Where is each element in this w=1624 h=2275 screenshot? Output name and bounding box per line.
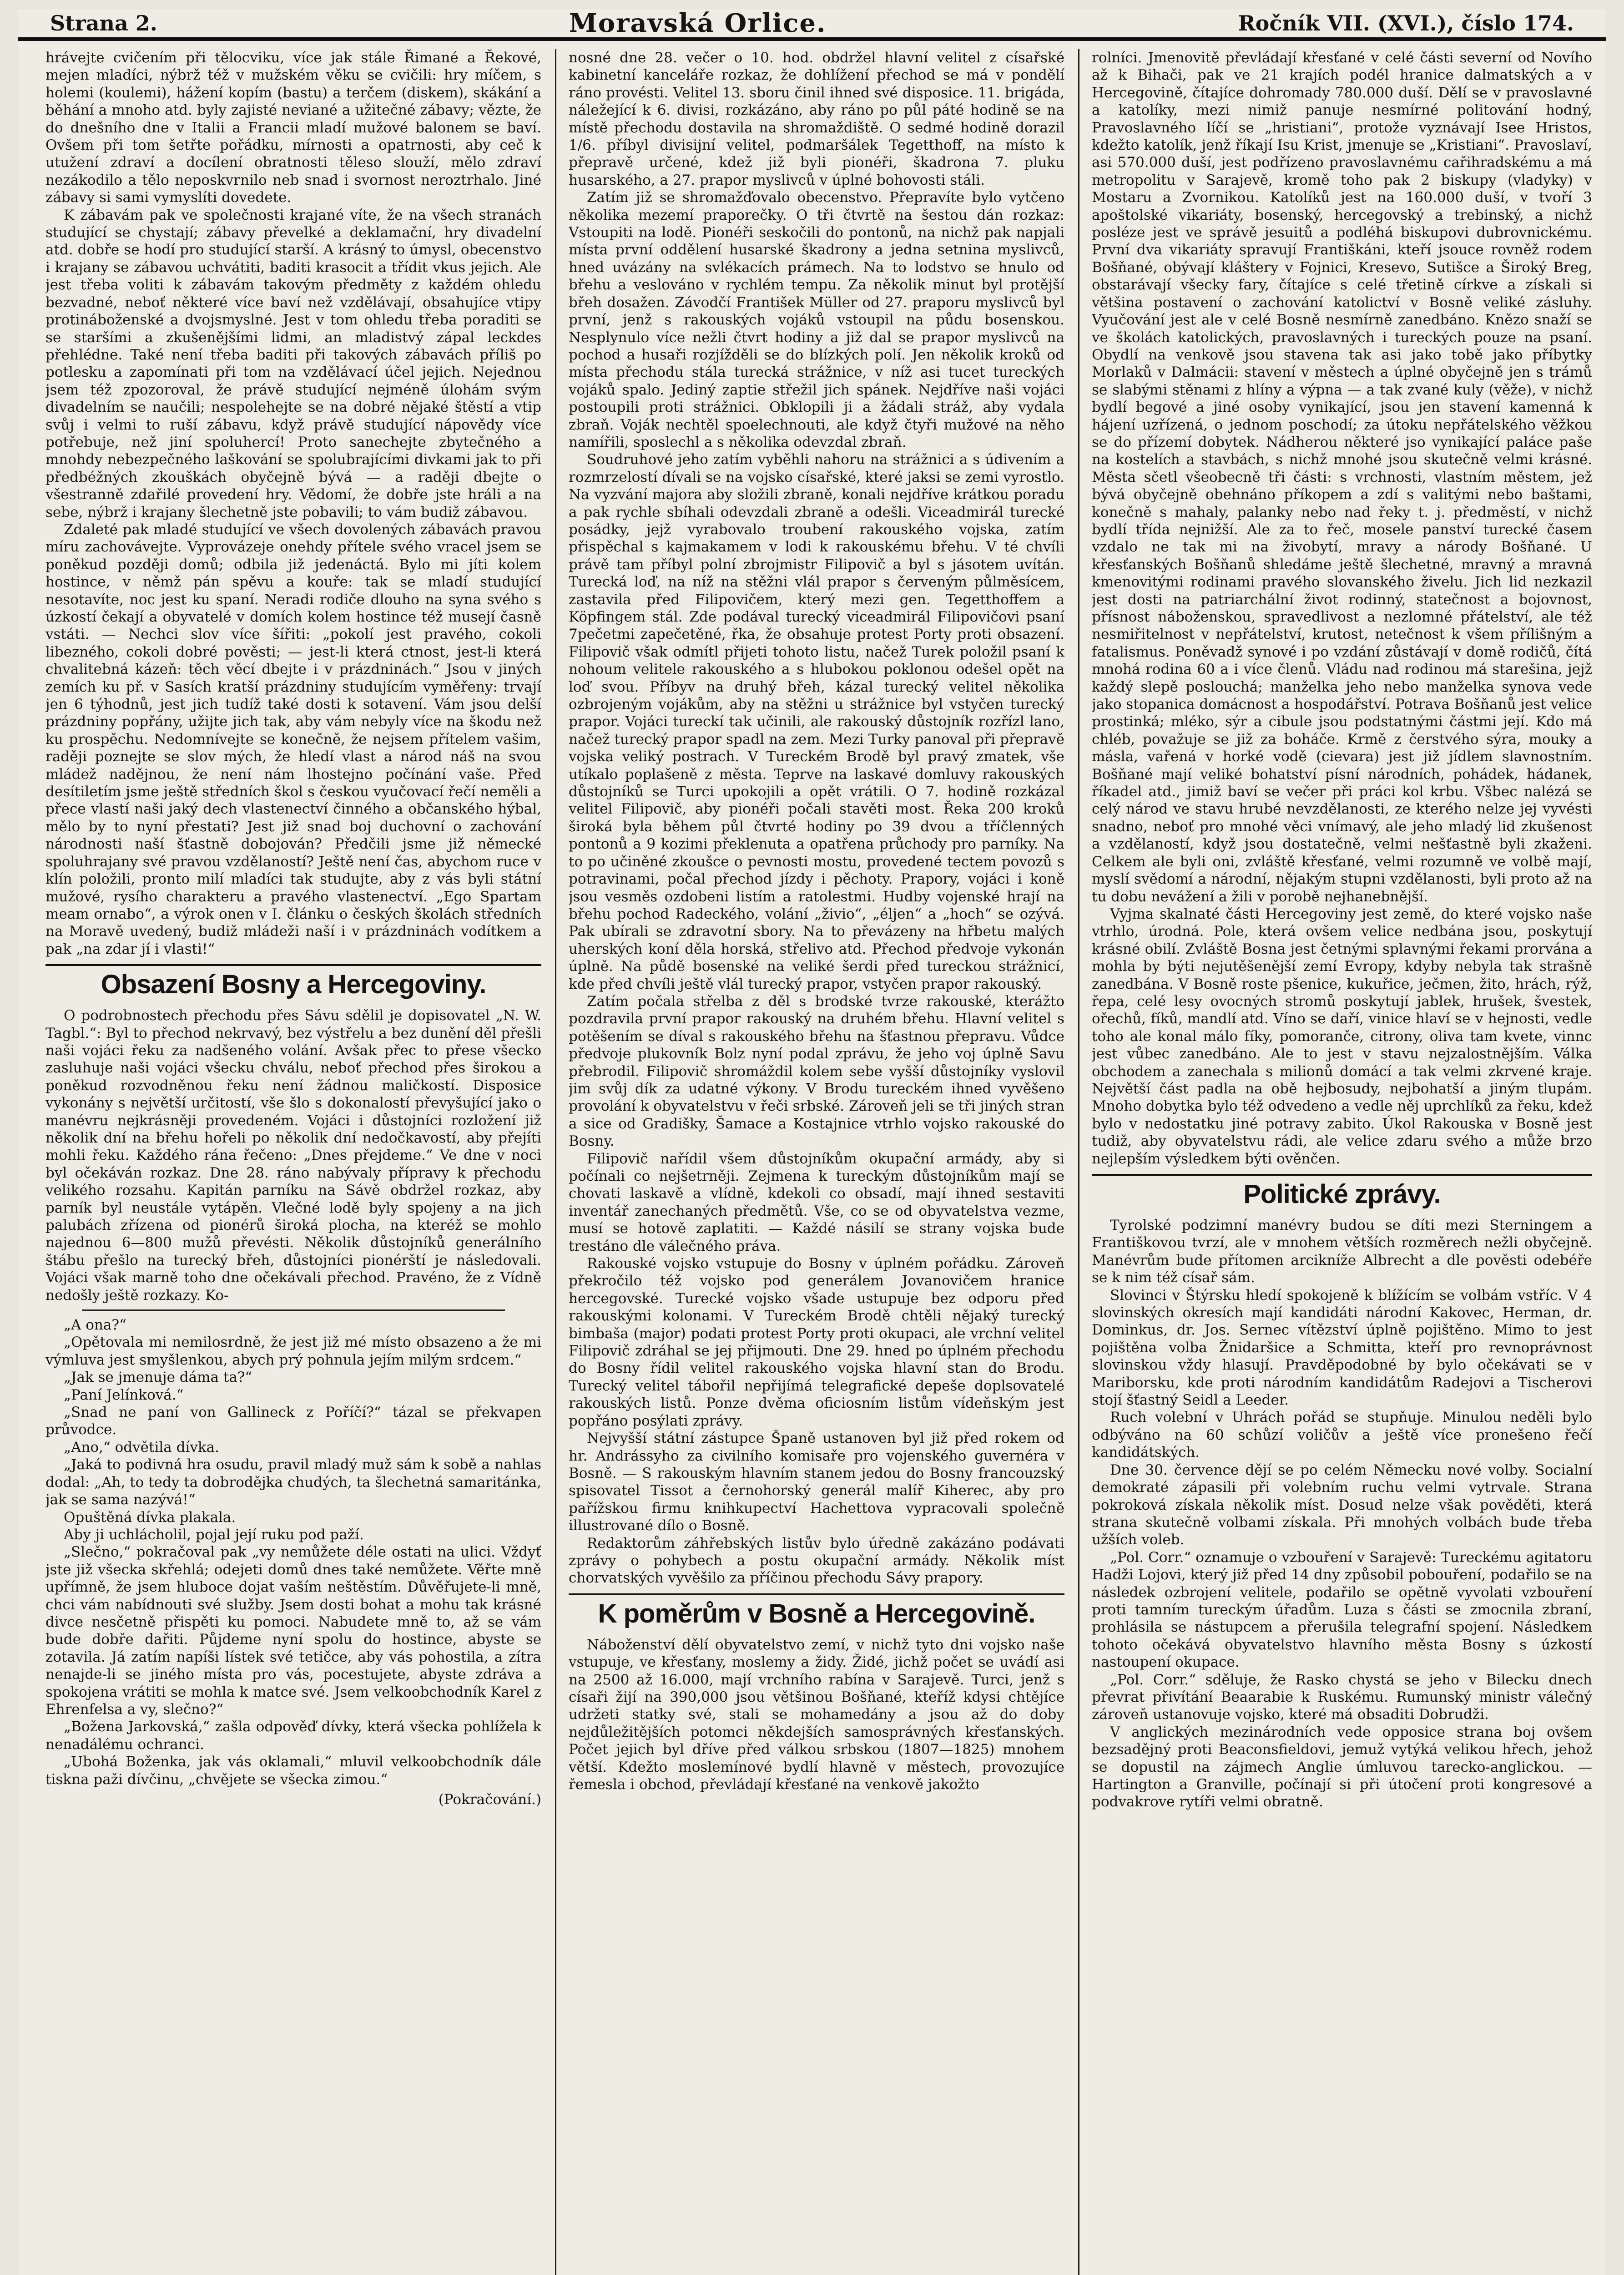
feuilleton-paragraph: „Snad ne paní von Gallineck z Poříčí?“ tázal se překvapen průvodce. bbox=[45, 1404, 541, 1438]
column-3 bbox=[1092, 49, 1592, 2275]
article-paragraph: K zábavám pak ve společnosti krajané víte, že na všech stranách studující se chystají; zábavy převelké a deklamační, hry divadelní atd. dobře se hodí pro studující starší. A krásný to úmysl, obecenstvo i krajany se zábavou uchvátiti, baditi krasocit a třídit vkus jejich. Ale jest třeba voliti k zábavám takovým předměty z každém ohledu bezvadné, neboť některé více baví než vzdělávají, obsahujíce vtipy protináboženské a dvojsmyslné. Jest v tom ohledu třeba poraditi se se staršími a zkušenějšími lidmi, an mladistvý zápal leckdes přehlédne. Také není třeba baditi při takových zábavách příliš po potlesku a zapomínati při tom na vzdělávací účel jejich. Nejednou jsem též zpozoroval, že právě studující nejméně úlohám svým divadelním se naučili; nespolehejte se na dobré nějaké štěstí a vtip svůj i velmi to ruší zábavu, když právě studující nápovědy více potřebuje, než jiní spoluhercí! Proto sanechejte zbytečného a mnohdy nebezpečného laškování se spolubrajícími divkami jak to při předbéžných zkouškách obyčejně bývá — a raději dbejte o všestranně zdařilé provedení hry. Vědomí, že dobře jste hráli a na sebe, nýbrž i krajany šlechetně jste pobavili; to vám budiž zábavou. bbox=[45, 207, 541, 521]
article-paragraph: Náboženství dělí obyvatelstvo zemí, v nichž tyto dni vojsko naše vstupuje, ve křesťany, moslemy a židy. Židé, jichž počet se uvádí asi na 2500 až 16.000, mají vrchního rabína v Sarajevě. Turci, jenž s císaři žijí na 390,000 jsou většinou Bošňané, kteříž kdysi chtějíce udržeti statky své, stali se mohamedány a jsou až do doby nejdůležitějších potomci někdejších samosprávných křesťanských. Počet jejich byl dříve před válkou srbskou (1807—1825) mnohem větší. Kdežto moslemínové bydlí hlavně v městech, provozujíce řemesla i obchod, převládají křesťané na venkově jakožto bbox=[569, 1636, 1064, 1793]
feuilleton-paragraph: Opuštěná dívka plakala. bbox=[64, 1509, 236, 1526]
newspaper-title: Moravská Orlice. bbox=[569, 8, 827, 38]
feuilleton-paragraph: „Božena Jarkovská,“ zašla odpověď dívky, která všecka pohlížela k nenadálému ochranci. bbox=[45, 1719, 541, 1753]
headline-pomery-bosna: K poměrům v Bosně a Hercegovině. bbox=[569, 1593, 1064, 1632]
article-paragraph: Redaktorům záhřebských listův bylo úředně zakázáno podávati zprávy o pohybech a postu okupační armády. Několik míst chorvatských vyvěšilo za příčinou přechodu Sávy prapory. bbox=[569, 1535, 1064, 1587]
article-paragraph: hrávejte cvičením při tělocviku, více jak stále Řimané a Řekové, mejen mladíci, nýbrž též v mužském věku se cvičili: hry míčem, s holemi (koulemi), hážení kopím (bastu) a terčem (diskem), skákání a běhání a mnoho atd. byly zajisté neviané a užitečné zábavy; vězte, že do dnešního dne v Italii a Francii mladí mužové balonem se baví. Ovšem při tom šetřte pořádku, mírnosti a opatrnosti, aby ceč k utužení zdraví a docílení obratnosti těleso slouží, mělo zdraví nezákodilo a tělo neposkvrnilo neb snad i svornost neroztrhalo. Jiné zábavy si sami vymyslíti dovedete. bbox=[45, 50, 541, 206]
news-item: Slovinci v Štýrsku hledí spokojeně k blížícím se volbám vstříc. V 4 slovinských okresích mají kandidáti národní Kakovec, Herman, dr. Dominkus, dr. Jos. Sernec vítězství úplně pojištěno. Mimo to jest pojištěna volba Žnidaršice a Schmitta, kteří pro revnoprávnost slovinskou vždy hlasují. Pravděpodobné by bylo očekávati se v Mariborsku, kde proti národním kandidátům Radejovi a Tischerovi stojí šťastný Seidl a Leeder. bbox=[1092, 1287, 1592, 1409]
continuation-note: (Pokračování.) bbox=[438, 1791, 541, 1808]
article-paragraph: Nejvyšší státní zástupce Španě ustanoven byl již před rokem od hr. Andrássyho za civilního komisaře pro vojenského guvernéra v Bosně. — S rakouským hlavním stanem jedou do Bosny francouzský spisovatel Tissot a černohorský generál malíř Kiherec, aby pro pařížskou firmu knihkupectví Hachettova vypracovali společně illustrované dílo o Bosně. bbox=[569, 1430, 1064, 1534]
article-paragraph: Zdaleté pak mladé studující ve všech dovolených zábavách pravou míru zachovávejte. Vyprovázeje onehdy přítele svého vracel jsem se poněkud později domů; odbila již jedenáctá. Bylo mi jíti kolem hostince, v němž pán spěvu a kouře: tak se mladí studující nesotavíte, noc jest ku spaní. Neradi rodiče dlouho na syna svého s úzkostí čekají a obyvatelé v domích kolem hostince též musejí časně vstáti. — Nechci slov více šířiti: „pokolí jest pravého, cokoli libezného, cokoli dobré pověsti; — jest-li která ctnost, jest-li která chvalitebná kázeň: těch věcí dbejte i v prázdninách.“ Jsou v jiných zemích ku př. v Sasích kratší prázdniny studujícím vyměřeny: trvají jen 6 týhodnů, jest jich tudíž také dosti k sotavení. Vám jsou delší prázdniny popřány, užijte jich tak, aby vám nebyly více na škodu než ku prospěchu. Nedomnívejte se konečně, že nejsem přítelem vašim, raději poznejte se slov mých, že hledí vlast a národ náš na svou mládež nadějnou, že není nám lhostejno počínání vaše. Před desítiletím jsme ještě středních škol s českou vyučovací řečí neměli a přece vlastí naši jaký dech vlastenectví činného a občanského hýbal, mělo by to nyní přestati? Jest již snad boj duchovní o zachování národnosti naší šťastně dobojován? Předčili jsme již německé spoluhrajany své pravou vzdělaností? Ještě není čas, abychom ruce v klín položili, pronto milí mladíci tak studujte, aby z vás byli státní mužové, rysího charakteru a pravého vlastenectví. „Ego Spartam meam ornabo“, a výrok onen v I. článku o českých školách středních na Moravě uvedený, budiž mládeži naší i v prázdninách vodítkem a pak „na zdar jí i vlasti!“ bbox=[45, 521, 541, 957]
news-item: Dne 30. července dějí se po celém Německu nové volby. Socialní demokraté zápasili při volebním ruchu velmi vytrvale. Strana pokroková získala několik míst. Dosud nelze však pověděti, která strana skutečně volbami získala. Při mnohých volbách bude třeba užších voleb. bbox=[1092, 1461, 1592, 1548]
article-paragraph: Zatím již se shromažďovalo obecenstvo. Přepravíte bylo vytčeno několika mezemí praporečky. O tři čtvrtě na šestou dán rozkaz: Vstoupiti na lodě. Pionéři seskočili do pontonů, na nichž pak napjali místa první oddělení husarské škadrony a jedna setnina myslivců, hned uvázány na svlékacích prámech. Na to lodstvo se hnulo od břehu a veslováno v rychlém tempu. Za několik minut byl protější břeh dosažen. Závodčí František Müller od 27. praporu myslivců byl první, jenž s rakouských vojáků vstoupil na půdu bosenskou. Nesplynulo více nežli čtvrt hodiny a již dal se prapor myslivců na pochod a husaři rozjížděli se do blízkých polí. Jen několik kroků od místa přechodu stála turecká strážnice, v níž asi tucet tureckých vojáků spalo. Jediný zaptie střežil jich spánek. Nejdříve naši vojáci postoupili proti strážnici. Obklopili ji a žádali stráž, aby vydala zbraň. Voják nechtěl spoelechnouti, ale když čtyři mužové na něho namířili, sposlechl a s několika odevzdal zbraň. bbox=[569, 189, 1064, 450]
page-number: Strana 2. bbox=[50, 11, 157, 35]
article-paragraph: nosné dne 28. večer o 10. hod. obdržel hlavní velitel z císařské kabinetní kanceláře rozkaz, že dohlížení přechod se má v pondělí ráno provésti. Velitel 13. sboru činil ihned své disposice. 11. brigáda, náležející k 6. divisi, rozkázáno, aby ráno po půl páté hodině se na místě přechodu dostavila na shromaždiště. O sedmé hodině dorazil 1/6. příbyl divisijní velitel, podmaršálek Tegetthoff, na místo k přepravě určené, kdež již byli pionéři, škadrona 7. pluku husarského, a 27. prapor myslivců v úplné bohovosti stáli. bbox=[569, 50, 1064, 188]
issue-info: Ročník VII. (XVI.), číslo 174. bbox=[1238, 11, 1574, 35]
feuilleton-paragraph: „Jaká to podivná hra osudu, pravil mladý muž sám k sobě a nahlas dodal: „Ah, to tedy ta dobrodějka chudých, ta šlechetná samaritánka, jak se sama nazývá!“ bbox=[45, 1456, 541, 1508]
newspaper-page bbox=[18, 9, 1606, 2275]
article-paragraph: rolníci. Jmenovitě převládají křesťané v celé části severní od Novího až k Bihači, pak ve 21 krajích podél hranice dalmatských a v Hercegovině, čítajíce dohromady 780.000 duší. Dělí se v pravoslavné a katolíky, mezi nimiž panuje nesmírné politování hodný, Pravoslavného líčí se „hristiani“, protože vyznávají Isee Hristos, kdežto katolík, jenž říkají Isu Krist, jmenuje se „Kristiani“. Pravoslaví, asi 570.000 duší, jest podřízeno pravoslavnému cařihradskému a má metropolitu v Sarajevě, kromě toho pak 2 biskupy (vladyky) v Mostaru a Zvornikou. Katolíků jest na 160.000 duší, v tvoří 3 apoštolské vikariáty, bosenský, hercegovský a trebinský, a nichž posléze jest ve správě jesuitů a podléhá biskupovi dubrovnickému. První dva vikariáty spravují Františkáni, kteří jsouce rovněž rodem Bošňané, obývají kláštery v Fojnici, Kresevo, Sutišce a Široký Breg, obstarávají všecky fary, čítajíce s celé třetině církve a získali si většina postavení o zachování katolictví v Bosně veliké zásluhy. Vyučování jest ale v celé Bosně nesmírně zanedbáno. Knězo snaží se ve školách katolických, pravoslavných i tureckých pouze na psaní. Obydlí na venkově jsou stavena tak asi jako tobě jako příbytky Morlaků v Dalmácii: stavení v městech a úplné obyčejně jen s trámů se slabými stěnami z hlíny a výpna — a tak zvané kuly (věže), v nichž bydlí begové a jiné osoby vynikající, jsou jen stavení kamenná k hájení uzřízená, o jednom poschodí; za útoku nepřátelského věžkou se do přízemí dobytek. Nádherou některé jso vynikající paláce paše na kostelích a stavbách, s nichž mnohé jsou skutečně velmi krásné. Města sčetl všeobecně tři části: s vrchnosti, vlastním městem, jež bývá obyčejně obehnáno příkopem a zdí s valitými nebo baštami, konečně s mahaly, palanky nebo nad řeky t. j. předměstí, v nichž bydlí třída nejnižší. Ale za to řeč, mosele panství turecké časem vzdalo ne tak mi na živobytí, mravy a národy Bošňané. U křesťanských Bošňanů shledáme ještě šlechetné, mravný a mravná kmenovitými rodinami pravého slovanského živelu. Jich lid nezkazil jest dosti na patriarchální život rodinný, statečnost a bojovnost, přísnost náboženskou, spravedlivost a nezlomné přátelství, ale též nesmiřitelnost v nepřátelství, krutost, netečnost k všem přílišným a fatalismus. Poněvadž synové i po vzdání zůstávají v domě rodičů, čítá mnohá rodina 60 a i více členů. Vládu nad rodinou má starešina, jejž každý slepě poslouchá; manželka jeho nebo manželka synova vede jako stopanica domácnost a hospodářství. Potrava Bošňanů jest velice prostinká; mléko, sýr a cibule jsou podstatnými částmi její. Kdo má chléb, považuje se již za boháče. Krmě z čerstvého sýra, mouky a másla, vařená v horké vodě (cievara) jest již jídlem slavnostním. Bošňané mají veliké bohatství písní národních, pohádek, hádanek, říkadel atd., jimiž baví se večer při práci kol krbu. Všbec nalézá se celý národ ve stavu hrubé nevzdělanosti, ze kterého nelze jej vyvésti snadno, neboť pro mnohé věci vnímavý, ale jeho mladý lid zkušenost a vzdělaností, když jsou dostatečně, velmi nešťastně byli zkaženi. Celkem ale byli oni, zvláště křesťané, velmi rozumně ve volbě mají, myslí svědomí a národní, nějakým stupni vzdělanosti, byli proto až na tu dobu nevážení a žili v porobě nejhanebnější. bbox=[1092, 50, 1592, 905]
article-paragraph: Soudruhové jeho zatím vyběhli nahoru na strážnici a s údivením a rozmrzelostí dívali se na vojsko císařské, které jaksi se zemi vyrostlo. Na vyzvání majora aby složili zbraně, konali nejdříve krátkou poradu a pak rychle sbíhali odevzdali zbraně a odešli. Viceadmirál turecké posádky, jejž vyrabovalo troubení rakouského vojska, zatím přispěchal s kajmakamem v lodi k rakouskému břehu. V té chvíli právě tam příbyl polní zbrojmistr Filipovič a byl s jásotem uvítán. Turecká loď, na níž na stěžni vlál prapor s červeným půlměsícem, zastavila před Filipovičem, který mezi gen. Tegetthoffem a Köpfingem stál. Zde podával turecký viceadmirál Filipovičovi psaní 7pečetmi zapečetěné, řka, že obsahuje protest Porty proti obsazení. Filipovič však odmítl přijeti tohoto listu, načež Turek položil psaní k nohoum velitele rakouského a s hlubokou poklonou odešel opět na loď svou. Příbyv na druhý břeh, kázal turecký velitel několika ozbrojeným vojákům, aby na stěžni u strážnice byl vstyčen turecký prapor. Vojáci tureckí tak učinili, ale rakouský důstojník rozřízl lano, načež turecký prapor spadl na zem. Mezi Turky panoval při přepravě vojska veliký postrach. V Tureckém Brodě byl pravý zmatek, vše utíkalo poplašeně z města. Teprve na laskavé domluvy rakouských důstojníků se Turci upokojili a opět vrátili. O 7. hodině rozkázal velitel Filipovič, aby pionéři počali stavěti most. Řeka 200 kroků široká byla během půl čtvrté hodiny po 39 dvou a tříčlenných pontonů a 9 kozimi překlenuta a opatřena průchody pro parníky. Na to po učiněné zkoušce o pevnosti mostu, provedené tectem povozů s potravinami, počal přechod jízdy i pěchoty. Prapory, vojáci i koně jsou vesměs ozdobeni listím a ratolestmi. Hudby vojenské hrají na břehu pochod Radeckého, volání „živio“, „éljen“ a „hoch“ se ozývá. Pak ubírali se zdravotní sbory. Na to převázeny na hřbetu malých uherských koní děla horská, střelivo atd. Přechod předvoje vykonán úplně. Na půdě bosenské na veliké šerdi před tureckou strážnicí, kde před chvíli ještě vlál turecký prapor, vstyčen prapor rakouský. bbox=[569, 451, 1064, 992]
news-item: V anglických mezinárodních vede opposice strana boj ovšem bezsadějný proti Beaconsfieldovi, jemuž vytýká velikou hřech, jehož se dopustil na zájmech Anglie úmluvou tarecko-anglickou. — Hartington a Granville, počínají si při útočení proti kongresové a podvakrove rytíři velmi obratně. bbox=[1092, 1724, 1592, 1810]
feuilleton-paragraph: „A ona?“ bbox=[64, 1317, 126, 1334]
feuilleton-paragraph: „Ubohá Boženka, jak vás oklamali,“ mluvil velkoobchodník dále tiskna paži dívčinu, „chvějete se všecka zimou.“ bbox=[45, 1754, 541, 1788]
column-rule bbox=[1078, 49, 1079, 2275]
feuilleton-paragraph: „Slečno,“ pokračoval pak „vy nemůžete déle ostati na ulici. Vždyť jste již všecka skřehlá; odejeti domů dnes také nemůžete. Věřte mně upřímně, že jsem hluboce dojat vaším neštěstím. Důvěřujete-li mně, chci vám nabídnouti své služby. Jsem dosti bohat a mohu tak krásné divce nesčetně přispěti ku pomoci. Nabudete mně to, až se vám bude dobře dařiti. Půjdeme nyní spolu do hostince, abyste se zotavila. Já zatím napíši lístek své tetičce, aby vás pohostila, a zítra nenajde-li se jiného místa pro vás, pocestujete, abyste zdráva a spokojena vrátiti se mohla k matce své. Jsem velkoobchodník Karel z Ehrenfelsa a vy, slečno?“ bbox=[45, 1544, 541, 1718]
feuilleton-paragraph: „Ano,“ odvětila dívka. bbox=[64, 1439, 220, 1456]
article-paragraph: Filipovič nařídil všem důstojníkům okupační armády, aby si počínali co nejšetrněji. Zejmena k tureckým důstojníkům mají se chovati laskavě a vlídně, kdekoli co obsadí, mají ihned sestaviti inventář zanechaných předmětů. Vše, co se od obyvatelstva vezme, musí se hotově zaplatiti. — Každé násilí se strany vojska bude trestáno dle válečného práva. bbox=[569, 1150, 1064, 1254]
column-2 bbox=[569, 49, 1064, 2275]
feuilleton-paragraph: „Paní Jelínková.“ bbox=[64, 1386, 184, 1403]
news-item: „Pol. Corr.“ sděluje, že Rasko chystá se jeho v Bilecku dnech převrat přivítání Beaarabie k Ruskému. Rumunský ministr válečný zároveň ustanovuje vojsko, které má obsaditi Dobrudži. bbox=[1092, 1671, 1592, 1723]
article-paragraph: O podrobnostech přechodu přes Sávu sdělil je dopisovatel „N. W. Tagbl.“: Byl to přechod nekrvavý, bez výstřelu a bez dunění děl přešli naši vojáci řeku za nadšeného volání. Avšak přec to přese všecko zasluhuje naši vojáci všecku chválu, neboť přechod přes širokou a poněkud rozvodněnou řeku není žádnou maličkostí. Disposice vykonány s největší určitostí, vše šlo s dokonalostí převyšující jako o manévru nejkrásněji provedeném. Vojáci i důstojníci rozložení již několik dní na břehu hořeli po několik dní nedočkavostí, aby přejíti mohli řeku. Každého rána řečeno: „Dnes přejdeme.“ Ve dne v noci byl očekáván rozkaz. Dne 28. ráno nabývaly přípravy k přechodu velikého rozsahu. Kapitán parníku na Sávě obdržel rozkaz, aby parník byl neustále vytápěn. Vlečné lodě byly spojeny a na jich palubách zřízena od pionérů široká plocha, na kteréž se mohlo najednou 6—800 mužů převésti. Několik důstojníků generálního štábu přešlo na turecký břeh, důstojníci pionérští je následovali. Vojáci však marně toho dne očekávali přechod. Pravéno, že z Vídně nedošly ještě rozkazy. Ko- bbox=[45, 1007, 541, 1304]
article-paragraph: Vyjma skalnaté části Hercegoviny jest země, do které vojsko naše vtrhlo, úrodná. Pole, která ovšem velice nedbána jsou, poskytují krásné obilí. Zvláště Bosna jest četnými splavnými řekami prorvána a mohla by býti nejutěšenější zemí Evropy, kdyby nebyla tak strašně zanedbána. V Bosně roste pšenice, kukuřice, ječmen, žito, hrách, rýž, řepa, celé lesy ovocných stromů poskytují jablek, hrušek, švestek, ořechů, fíků, mandlí atd. Víno se daří, vinice hlaví se v hejnosti, vedle toho ale konal málo fíky, pomoranče, citrony, oliva tam kvete, vinnc jest vůbec zanedbáno. Ale to jest v stavu nejzalostnějším. Válka obchodem a zanechala s milionů domácí a tak velmi zkrvené kraje. Největší část padla na obě hejbosudy, nejbohatší a jiným tlupám. Mnoho dobytka bylo též odvedeno a vedle něj uprchlíků za řeku, kdež bylo v nedostatku jiné potravy zabito. Úkol Rakouska v Bosně jest tudiž, aby obyvatelstvu rádi, ale velice zdaru svého a může brzo nejlepším výsledkem býti ověnčen. bbox=[1092, 905, 1592, 1167]
headline-politicke-zpravy: Politické zprávy. bbox=[1092, 1174, 1592, 1212]
feuilleton-paragraph: Aby ji uchlácholil, pojal její ruku pod paží. bbox=[64, 1526, 364, 1543]
headline-bosna-obsazeni: Obsazení Bosny a Hercegoviny. bbox=[45, 964, 541, 1002]
column-1 bbox=[45, 49, 541, 2275]
column-rule bbox=[555, 49, 556, 2275]
feuilleton-separator bbox=[82, 1309, 505, 1311]
news-item: „Pol. Corr.“ oznamuje o vzbouření v Sarajevě: Tureckému agitatoru Hadži Lojovi, který již před 14 dny způsobil pobouření, podařilo se na následek ozbrojení velitele, podařilo se opětně vyvolati vzbouření proti tamním tureckým úřadům. Luza s části se zmocnila zbraní, prohlásila se nástupcem a přerušila telegrafní spojení. Následkem tohoto očekává obyvatelstvo hlavního města Bosny s úzkostí nastoupení okupace. bbox=[1092, 1549, 1592, 1671]
news-item: Ruch volební v Uhrách pořád se stupňuje. Minulou neděli bylo odbýváno na 60 schůzí voličův a ještě více pronešeno řečí kandidátských. bbox=[1092, 1409, 1592, 1461]
article-paragraph: Zatím počala střelba z děl s brodské tvrze rakouské, kterážto pozdravila první prapor rakouský na druhém břehu. Hlavní velitel s potěšením se díval s rakouského břehu na šťastnou přepravu. Vůdce předvoje plukovník Bolz nyní podal zprávu, že jeho voj úplně Savu přebrodil. Filipovič shromáždil kolem sebe vyšší důstojníky vyslovil jim svůj dík za udatné výkony. V Brodu tureckém ihned vyvěšeno provolání k obyvatelstvu v řeči srbské. Zároveň jeli se tři jiných stran a sice od Gradišky, Šamace a Kostajnice vtrhlo vojsko rakouské do Bosny. bbox=[569, 993, 1064, 1150]
article-paragraph: Rakouské vojsko vstupuje do Bosny v úplném pořádku. Zároveň překročilo též vojsko pod generálem Jovanovičem hranice hercegovské. Turecké vojsko všade ustupuje bez odporu před rakouskými kolonami. V Tureckém Brodě chtěli nějaký turecký bimbaša (major) podati protest Porty proti okupaci, ale vrchní velitel Filipovič zdráhal se jej přijmouti. Dne 29. hned po úplném přechodu do Bosny řídil velitel rakouského vojska hlavní stan do Brodu. Turecký velitel tábořil nepřijímá telegrafické depeše doplsovatelé rakouských listů. Ponze dvěma oficiosním listům vídeňským jest popřáno posýlati zprávy. bbox=[569, 1255, 1064, 1429]
feuilleton-paragraph: „Opětovala mi nemilosrdně, že jest již mé místo obsazeno a že mi výmluva jest smyšlenkou, abych prý pohnula jejím milým srdcem.“ bbox=[45, 1334, 541, 1368]
feuilleton-paragraph: „Jak se jmenuje dáma ta?“ bbox=[64, 1369, 252, 1386]
page-header bbox=[18, 9, 1606, 41]
news-item: Tyrolské podzimní manévry budou se díti mezi Sterningem a Františkovou tvrzí, ale v mnohem větších rozměrech nežli obyčejně. Manévrům bude přítomen arcikníže Albrecht a dle pověsti odebéře se k nim též císař sám. bbox=[1092, 1217, 1592, 1286]
